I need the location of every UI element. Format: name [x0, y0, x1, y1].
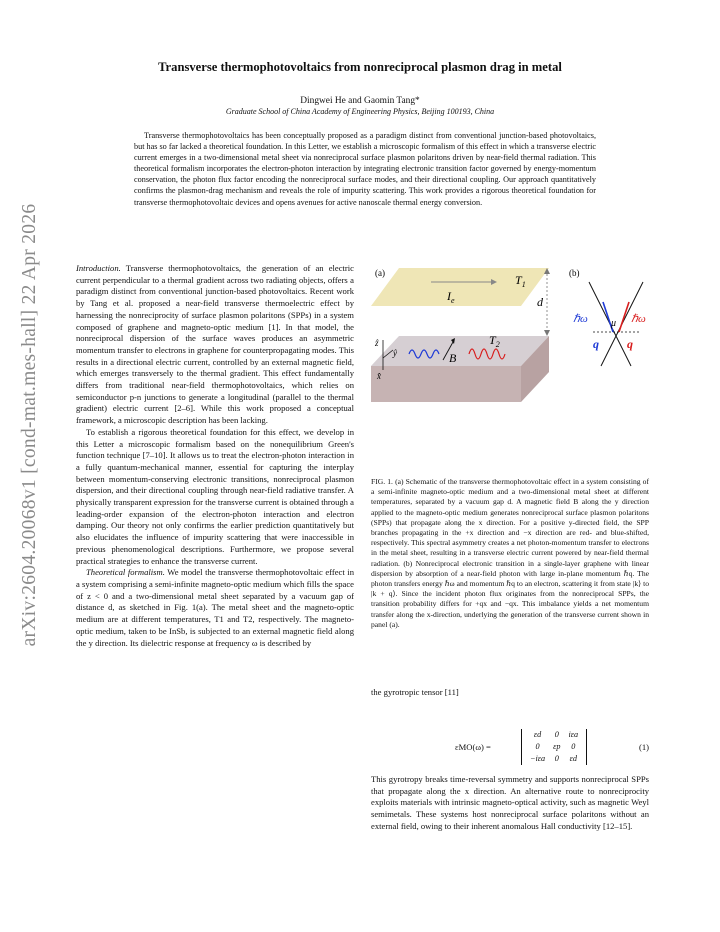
equation-1 — [371, 727, 649, 771]
matrix-cell: 0 — [571, 742, 576, 751]
x-axis-label: x̂ — [377, 371, 381, 381]
matrix-cell: εd — [533, 730, 542, 739]
matrix-cell: εd — [569, 754, 577, 763]
gap-arrow-bottom — [544, 330, 550, 336]
mu-label: μ — [611, 318, 617, 329]
red-transition-arrow — [619, 302, 629, 332]
arxiv-sidebar — [6, 190, 54, 660]
matrix-cell: −iεa — [530, 754, 546, 763]
arxiv-identifier: arXiv:2604.20068v1 [cond-mat.mes-hall] 22 Apr 2026 — [19, 203, 40, 647]
slab-top — [371, 336, 549, 366]
b-label: B — [449, 351, 457, 365]
intro-paragraph-1 — [76, 263, 354, 427]
matrix-cell: 0 — [554, 754, 559, 763]
paper-title: Transverse thermophotovoltaics from nonreciprocal plasmon drag in metal — [158, 60, 562, 74]
matrix-row — [526, 753, 582, 765]
left-column — [76, 263, 354, 649]
figure-1-svg — [371, 262, 651, 472]
panel-a-label: (a) — [375, 268, 385, 278]
theory-text: We model the transverse thermophotovoltaic effect in a system comprising a semi-infinite magneto-optic medium which fills the space of z < 0 and a two-dimensional metal sheet separated by a vacuum gap of distance d, as sketched in Fig. 1(a). The metal sheet and the magneto-optic medium are at different temperatures, T1 and T2, respectively. The magneto-optic medium, taken to be InSb, is subjected to an external magnetic field along the y direction. Its dielectric response at frequency ω is described by — [76, 567, 354, 648]
z-axis-label: ẑ — [375, 338, 379, 348]
matrix-row — [526, 729, 582, 741]
ie-label: $I_e$ — [447, 289, 455, 305]
theory-paragraph — [76, 567, 354, 649]
gap-d-label: d — [537, 295, 543, 309]
panel-b-label: (b) — [569, 268, 580, 278]
abstract: Transverse thermophotovoltaics has been conceptually proposed as a paradigm distinct from conventional junction-based photovoltaics, but has so far lacked a theoretical foundation. In this Letter, we establish a microscopic formalism of this effect in which a transverse electric current emerges in a two-dimensional metal sheet via nonreciprocal surface plasmon polaritons driven by near-field thermal radiation. This theoretical formalism incorporates the electron-photon interaction by integrating electronic transition factor governed by energy-momentum conservation, the photon flux factor encoding the nonreciprocal surface modes, and their directional coupling. Our approach quantitatively confirms the plasmon-drag mechanism and reveals the role of impurity scattering. This work provides a rigorous theoretical foundation for transverse thermophotovoltaic devices and opens avenues for active nanoscale thermal energy conversion. — [134, 131, 596, 207]
paper-affiliation: Graduate School of China Academy of Engineering Physics, Beijing 100193, China — [225, 107, 495, 116]
q-right-label: q — [627, 337, 633, 351]
gyrotropic-matrix — [521, 729, 587, 765]
gyro-intro-text: the gyrotropic tensor [11] — [371, 687, 459, 697]
q-left-label: q — [593, 337, 599, 351]
slab-front — [371, 366, 521, 402]
matrix-table — [526, 729, 582, 765]
hw-right-label: ℏω — [631, 313, 646, 325]
matrix-cell: εp — [553, 742, 561, 751]
theory-heading: Theoretical formalism. — [86, 567, 165, 578]
matrix-cell: iεa — [568, 730, 579, 739]
figure-1-caption: FIG. 1. (a) Schematic of the transverse thermophotovoltaic effect in a system consisting of a semi-infinite magneto-optic medium and a two-dimensional metal sheet at different temperatures, separated by a vacuum gap d. A magnetic field B along the y direction applied to the magneto-optic medium generates nonreciprocal surface plasmon polaritons (SPPs) that propagate along the x direction. For a positive y-directed field, the SPP branches propagating in the +x direction and −x direction are red- and blue-shifted, respectively. This spectral asymmetry creates a net photon-momentum transfer to electrons in the metal sheet, resulting in a transverse electric current powered by near-field thermal radiation. (b) Nonreciprocal electronic transition in a single-layer graphene with linear dispersion by absorption of a near-field photon with large in-plane momentum ℏq. The photon transfers energy ℏω and momentum ℏq to an electron, scattering it from state |k⟩ to |k + q⟩. Since the incident photon flux originates from the nonreciprocal SPPs, the transition probability differs for +qx and −qx. This imbalance yields a net momentum transfer along the x-direction, underlying the generation of the transverse current shown in panel (a). — [371, 477, 649, 629]
intro-text-1: Transverse thermophotovoltaics, the generation of an electric current perpendicular to a thermal gradient across two radiating objects, offers a paradigm distinct from conventional junction-based photovoltaics. Recent work by Tang et al. proposed a near-field transverse thermoelectric effect by harnessing the nonreciprocity of surface plasmon polaritons (SPPs) in a system composed of graphene and magneto-optic medium [1]. In that model, the nonreciprocal dispersion of the surface waves produces an asymmetric momentum transfer to electrons in graphene for counterpropagating modes. This results in a directional electric current, controlled by an external magnetic field, which emerges transversely to the thermal gradient. This effect fundamentally differs from traditional near-field thermophotovoltaics, which relies on semiconductor p-n junctions to generate a longitudinal (parallel to the thermal gradient) electric current [2–6]. While this work proposed a conceptual framework, a microscopic description has been lacking. — [76, 263, 354, 426]
post-equation-text: This gyrotropy breaks time-reversal symmetry and supports nonreciprocal SPPs that propagate along the x direction. An alternative route to nonreciprocity exploits materials with intrinsic magneto-optical activity, such as magnetic Weyl semimetals. These systems host nonreciprocal surface polaritons without an external field, owing to their inherent anomalous Hall conductivity [12–15]. — [371, 774, 649, 831]
equation-lhs: εMO(ω) = — [455, 742, 491, 752]
matrix-cell: 0 — [535, 742, 540, 751]
hw-left-label: ℏω — [573, 313, 588, 325]
intro-heading: Introduction. — [76, 263, 121, 273]
y-axis-label: ŷ — [393, 348, 397, 358]
intro-paragraph-2: To establish a rigorous theoretical foundation for this effect, we develop in this Letter a microscopic formalism based on the nonequilibrium Green's function technique [7–10]. It allows us to treat the electron-photon interaction in a fully quantum-mechanical manner, essential for capturing the interplay between momentum-conserving electronic transitions, nonreciprocal plasmon dispersion, and their directional coupling through near-field radiative transfer. A physically transparent expression for the transverse current is obtained through a leading-order expansion of the electron-photon interaction and electron damping. Our theory not only confirms the earlier prediction quantitatively but also elucidates the influence of impurity scattering that were inaccessible in previous phenomenological descriptions. Furthermore, we propose several practical strategies to enhance the transverse current. — [76, 426, 354, 566]
figure-1 — [371, 262, 651, 472]
t1-label: $T_1$ — [515, 273, 526, 289]
matrix-row — [526, 741, 582, 753]
equation-number: (1) — [638, 742, 649, 752]
matrix-cell: 0 — [554, 730, 559, 739]
paper-authors: Dingwei He and Gaomin Tang* — [300, 96, 420, 106]
t2-label: $T_2$ — [489, 333, 500, 349]
